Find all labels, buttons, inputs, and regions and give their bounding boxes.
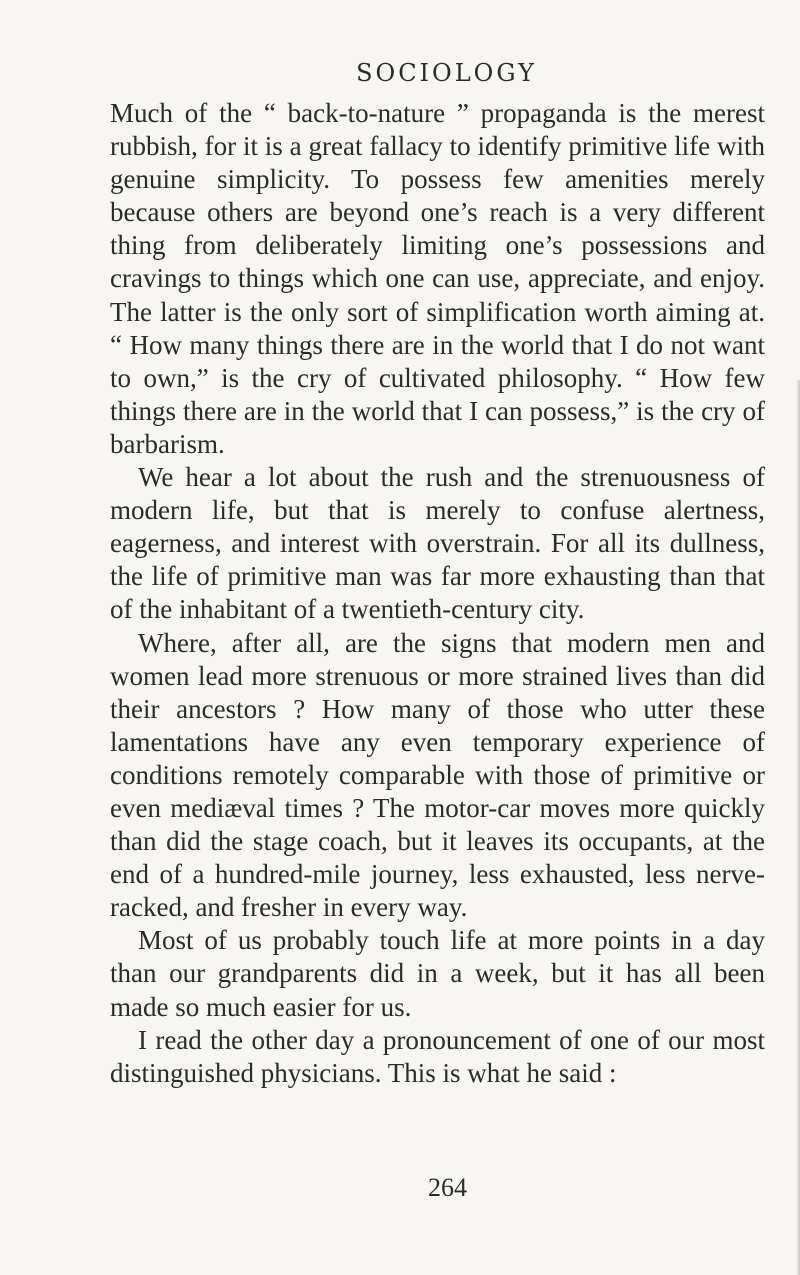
paragraph-3: Where, after all, are the signs that modern men and women lead more strenuous or more strained lives than did their ancestors ? How many of those who utter these lamentations have any even temporary experience of conditions remotely comparable with those of primitive or even mediæval times ? The motor-car moves more quickly than did the stage coach, but it leaves its occupants, at the end of a hundred-mile journey, less exhausted, less nerve-racked, and fresher in every way. bbox=[110, 627, 765, 923]
paragraph-2: We hear a lot about the rush and the strenuousness of modern life, but that is merely to confuse alertness, eagerness, and interest with overstrain. For all its dullness, the life of primitive man was far more exhausting than that of the inhabitant of a twentieth-century city. bbox=[110, 462, 765, 625]
page-edge-shadow bbox=[796, 380, 800, 1275]
book-page bbox=[110, 55, 765, 1230]
page-number: 264 bbox=[428, 1173, 467, 1202]
body-text bbox=[110, 97, 765, 1090]
paragraph-1: Much of the “ back-to-nature ” propaganda is the merest rubbish, for it is a great fallacy to identify primitive life with genuine simplicity. To possess few amenities merely because others are beyond one’s reach is a very different thing from deliberately limiting one’s possessions and cravings to things which one can use, appreciate, and enjoy. The latter is the only sort of simplification worth aiming at. “ How many things there are in the world that I do not want to own,” is the cry of cultivated philosophy. “ How few things there are in the world that I can possess,” is the cry of barbarism. bbox=[110, 98, 765, 459]
paragraph-5: I read the other day a pronouncement of one of our most distinguished physicians. This is what he said : bbox=[110, 1024, 765, 1088]
running-head: SOCIOLOGY bbox=[356, 59, 537, 87]
paragraph-4: Most of us probably touch life at more points in a day than our grandparents did in a week, but it has all been made so much easier for us. bbox=[110, 925, 765, 1022]
